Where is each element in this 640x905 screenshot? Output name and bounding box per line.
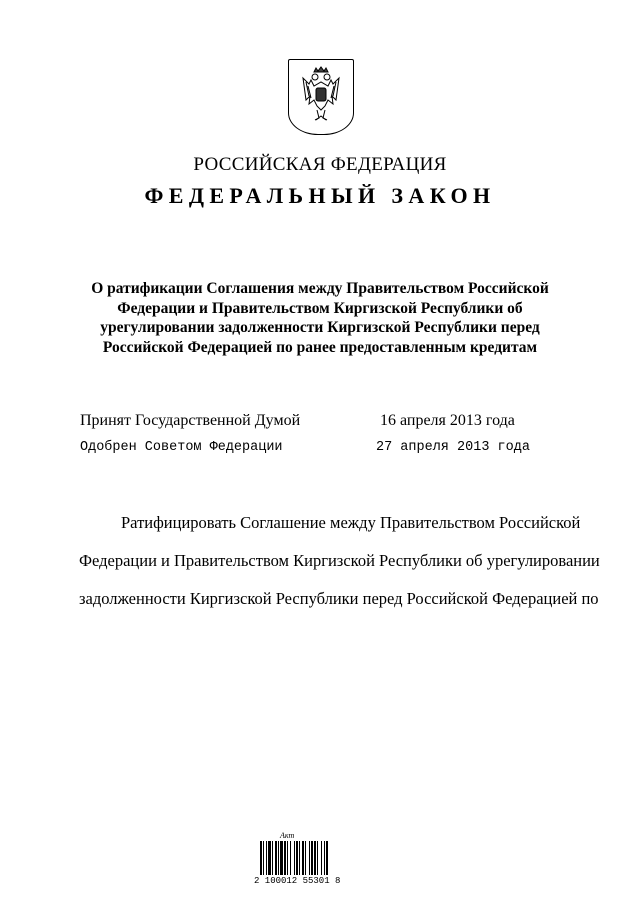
law-title — [80, 279, 560, 357]
barcode-icon — [260, 841, 356, 875]
coat-of-arms-emblem — [288, 59, 354, 135]
coat-of-arms-icon — [297, 66, 345, 124]
body-text-line: задолженности Киргизской Республики перед Российской Федерацией по — [79, 589, 599, 608]
barcode-mark: Акт — [280, 831, 295, 840]
law-title-line: Российской Федерацией по ранее предоставленным кредитам — [102, 338, 538, 356]
adopted-by-duma-label: Принят Государственной Думой — [80, 412, 301, 429]
law-type-heading: ФЕДЕРАЛЬНЫЙ ЗАКОН — [144, 183, 496, 208]
law-title-line: урегулировании задолженности Киргизской Республики перед — [100, 319, 540, 336]
country-heading: РОССИЙСКАЯ ФЕДЕРАЦИЯ — [193, 154, 447, 175]
approved-by-council-date: 27 апреля 2013 года — [376, 440, 530, 455]
barcode-number: 2 100012 55301 8 — [254, 876, 341, 886]
law-title-line: Федерации и Правительством Киргизской Республики об — [117, 299, 523, 317]
body-text-line: Федерации и Правительством Киргизской Республики об урегулировании — [79, 551, 600, 570]
law-title-line: О ратификации Соглашения между Правительством Российской — [91, 280, 549, 297]
adopted-by-duma-date: 16 апреля 2013 года — [380, 412, 515, 429]
body-text-line: Ратифицировать Соглашение между Правительством Российской — [121, 513, 581, 532]
approved-by-council-label: Одобрен Советом Федерации — [80, 440, 283, 455]
